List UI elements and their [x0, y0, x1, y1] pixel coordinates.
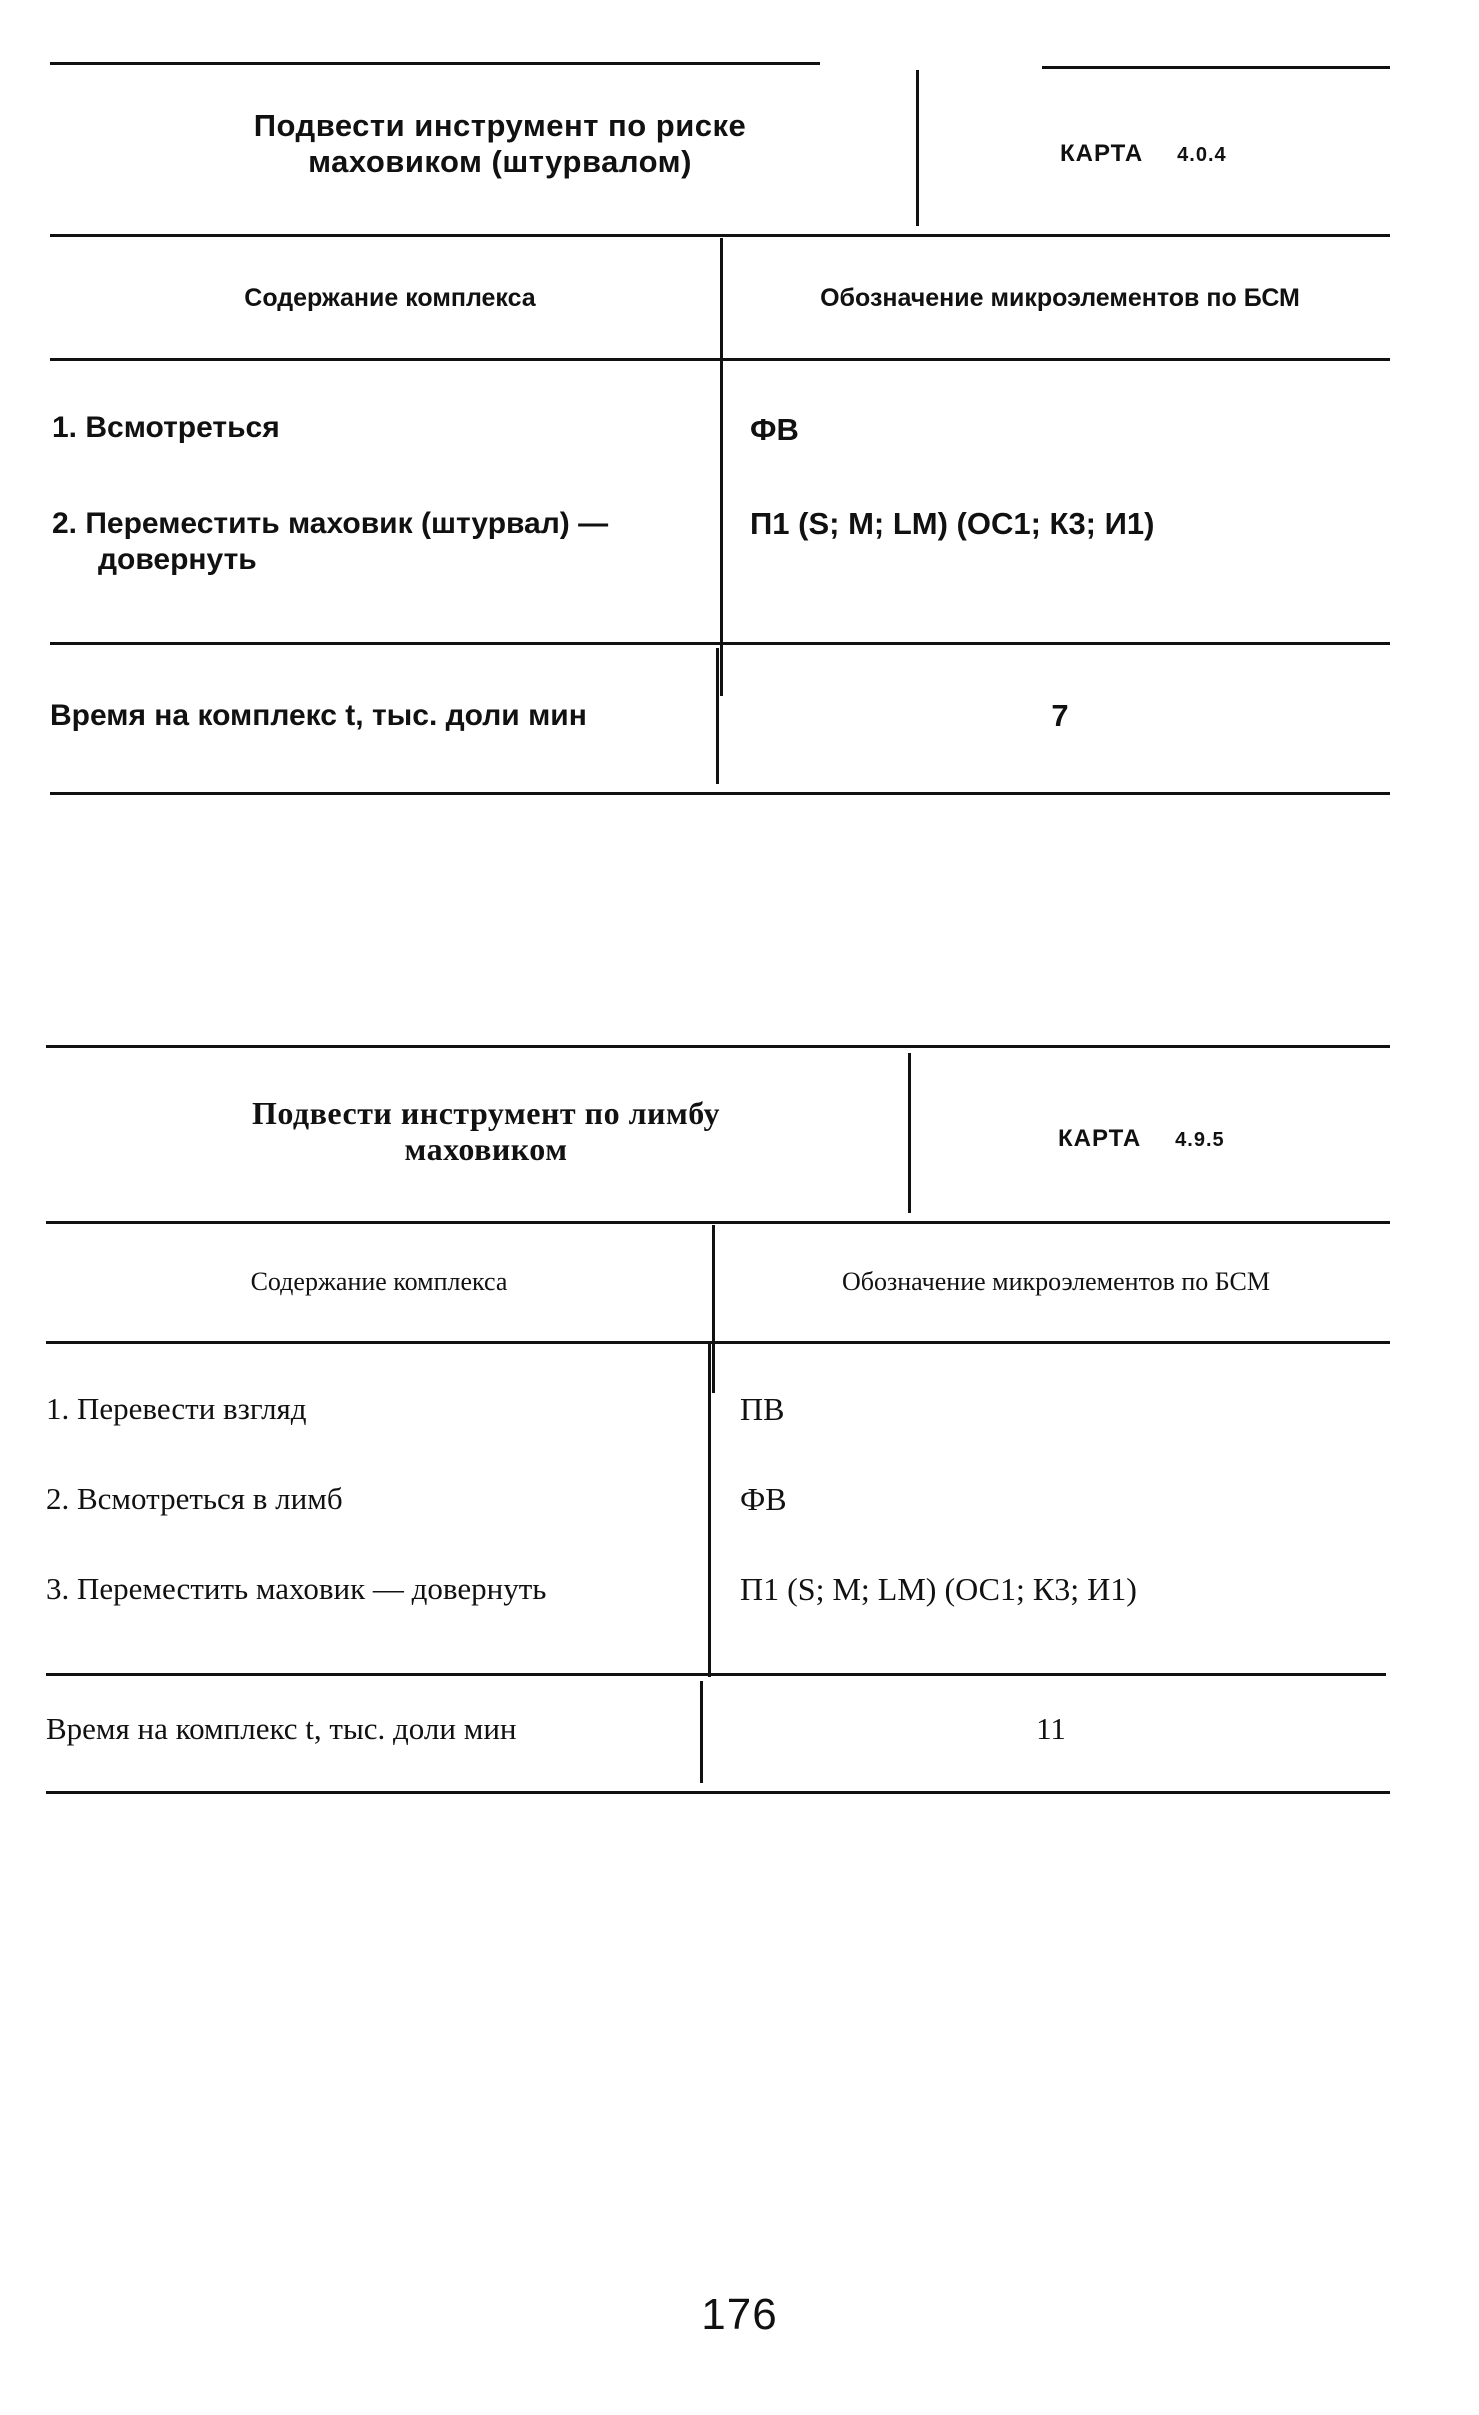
row-1-code: ПВ: [740, 1391, 785, 1427]
card-title: [106, 1095, 866, 1167]
card-bottom-rule: [46, 1791, 1390, 1794]
card-number: [1060, 140, 1227, 168]
row-3-code: П1 (S; M; LM) (ОС1; К3; И1): [740, 1571, 1137, 1607]
row-2-code: ФВ: [740, 1481, 787, 1517]
card-number: [1058, 1125, 1225, 1153]
title-bottom-rule: [50, 234, 1390, 237]
header-microelements: Обозначение микроэлементов по БСМ: [820, 284, 1300, 312]
card-number-value: 4.9.5: [1175, 1129, 1225, 1151]
page-number: 176: [701, 2290, 778, 2339]
card-title-line2: маховиком (штурвалом): [308, 144, 692, 179]
header-divider: [712, 1225, 715, 1393]
row-1-text: 1. Перевести взгляд: [46, 1391, 307, 1426]
card-title-line1: Подвести инструмент по лимбу: [251, 1095, 721, 1131]
card-title: [120, 108, 880, 180]
row-3-text: 3. Переместить маховик — довернуть: [46, 1571, 547, 1606]
row-1-code: ФВ: [750, 412, 799, 447]
time-label: Время на комплекс t, тыс. доли мин: [50, 699, 587, 732]
header-bottom-rule: [46, 1341, 1390, 1344]
title-divider: [908, 1053, 911, 1213]
body-bottom-rule: [46, 1673, 1386, 1676]
card-number-value: 4.0.4: [1177, 144, 1227, 166]
title-bottom-rule: [46, 1221, 1390, 1224]
row-2-text: 2. Всмотреться в лимб: [46, 1481, 343, 1516]
top-rule-left: [50, 62, 820, 65]
title-divider: [916, 70, 919, 226]
top-rule: [46, 1045, 1390, 1048]
time-divider: [700, 1681, 703, 1783]
header-content: Содержание комплекса: [250, 1267, 508, 1296]
time-label: Время на комплекс t, тыс. доли мин: [46, 1711, 517, 1746]
card-title-line2: маховиком: [404, 1131, 568, 1167]
header-content: Содержание комплекса: [244, 284, 536, 312]
card-label: КАРТА: [1060, 140, 1144, 167]
top-rule-right: [1042, 66, 1390, 69]
row-2-text: 2. Переместить маховик (штурвал) — довернуть: [52, 507, 609, 576]
body-bottom-rule: [50, 642, 1390, 645]
time-value: 7: [1051, 698, 1069, 733]
card-bottom-rule: [50, 792, 1390, 795]
body-divider: [720, 360, 723, 696]
card-label: КАРТА: [1058, 1125, 1142, 1152]
row-2-code: П1 (S; M; LM) (ОС1; К3; И1): [750, 506, 1155, 541]
time-divider: [716, 648, 719, 784]
body-divider: [708, 1343, 711, 1677]
header-microelements: Обозначение микроэлементов по БСМ: [841, 1267, 1271, 1296]
time-value: 11: [1036, 1711, 1066, 1746]
row-1-text: 1. Всмотреться: [52, 411, 280, 444]
card-title-line1: Подвести инструмент по риске: [253, 108, 747, 143]
